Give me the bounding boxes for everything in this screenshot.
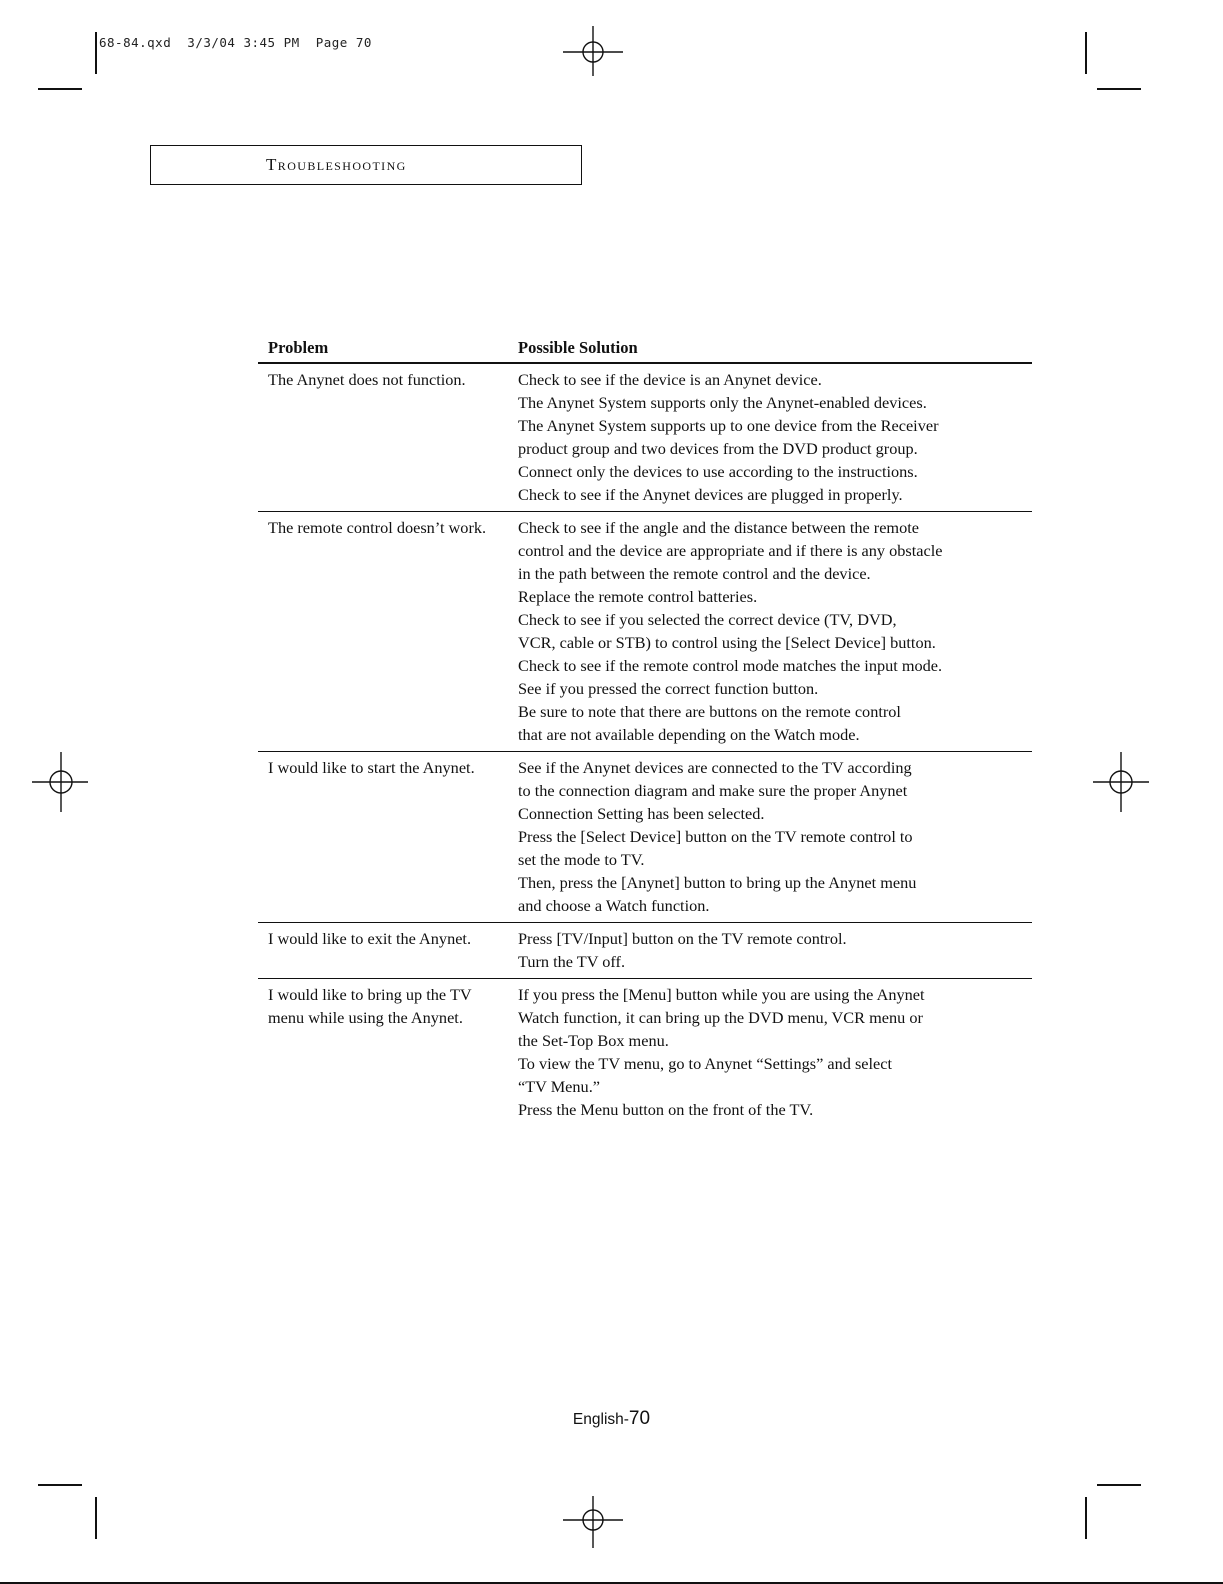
solution-line: Then, press the [Anynet] button to bring up the Anynet menu (518, 873, 917, 892)
solution-line: Check to see if the remote control mode matches the input mode. (518, 656, 943, 675)
solution-line: Check to see if the angle and the distance between the remote (518, 518, 919, 537)
page-footer (0, 1408, 1223, 1430)
column-header-problem: Problem (258, 336, 508, 363)
crop-mark (95, 1497, 97, 1539)
table-header-row (258, 336, 1032, 363)
solution-line: “TV Menu.” (518, 1077, 600, 1096)
solution-line: Check to see if the device is an Anynet device. (518, 370, 822, 389)
solution-line: Press [TV/Input] button on the TV remote control. (518, 929, 847, 948)
solution-line: Press the Menu button on the front of the TV. (518, 1100, 814, 1119)
solution-line: Watch function, it can bring up the DVD menu, VCR menu or (518, 1008, 923, 1027)
solution-line: See if you pressed the correct function button. (518, 679, 819, 698)
crop-mark (1085, 32, 1087, 74)
crop-mark (1085, 1497, 1087, 1539)
page-number: 70 (628, 1408, 651, 1429)
problem-cell: The Anynet does not function. (258, 363, 508, 512)
crop-mark (95, 32, 97, 74)
registration-mark-icon (563, 26, 623, 86)
troubleshooting-table (258, 336, 1032, 1126)
solution-line: that are not available depending on the Watch mode. (518, 725, 860, 744)
solution-line: The Anynet System supports up to one device from the Receiver (518, 416, 939, 435)
problem-cell: I would like to bring up the TV menu while using the Anynet. (268, 985, 472, 1027)
crop-mark (1097, 1484, 1141, 1486)
solution-line: Replace the remote control batteries. (518, 587, 758, 606)
table-row (258, 923, 1032, 979)
solution-line: VCR, cable or STB) to control using the [Select Device] button. (518, 633, 936, 652)
solution-cell (508, 512, 1032, 752)
section-title: Troubleshooting (266, 155, 407, 174)
problem-cell: I would like to start the Anynet. (258, 752, 508, 923)
solution-line: to the connection diagram and make sure the proper Anynet (518, 781, 908, 800)
table-row (258, 752, 1032, 923)
registration-mark-icon (32, 752, 92, 812)
solution-line: the Set-Top Box menu. (518, 1031, 669, 1050)
slug-date: 3/3/04 (187, 35, 236, 50)
column-header-solution: Possible Solution (508, 336, 1032, 363)
solution-line: To view the TV menu, go to Anynet “Settings” and select (518, 1054, 893, 1073)
solution-line: and choose a Watch function. (518, 896, 710, 915)
slug-file: 68-84.qxd (99, 35, 172, 50)
solution-cell (508, 979, 1032, 1127)
crop-mark (1097, 88, 1141, 90)
footer-language: English- (572, 1411, 629, 1428)
crop-mark (38, 1484, 82, 1486)
table-row (258, 512, 1032, 752)
solution-line: Connection Setting has been selected. (518, 804, 765, 823)
section-header (150, 145, 582, 185)
solution-line: If you press the [Menu] button while you are using the Anynet (518, 985, 925, 1004)
table-row (258, 979, 1032, 1127)
problem-cell: I would like to exit the Anynet. (258, 923, 508, 979)
solution-line: Check to see if you selected the correct device (TV, DVD, (518, 610, 897, 629)
solution-line: set the mode to TV. (518, 850, 645, 869)
printer-slug (99, 35, 372, 50)
crop-mark (38, 88, 82, 90)
table-row (258, 363, 1032, 512)
solution-line: Press the [Select Device] button on the TV remote control to (518, 827, 913, 846)
solution-line: The Anynet System supports only the Anynet-enabled devices. (518, 393, 927, 412)
solution-line: See if the Anynet devices are connected to the TV according (518, 758, 912, 777)
registration-mark-icon (1089, 752, 1149, 812)
solution-line: Be sure to note that there are buttons on the remote control (518, 702, 901, 721)
solution-line: Connect only the devices to use according to the instructions. (518, 462, 918, 481)
solution-cell (508, 923, 1032, 979)
solution-line: control and the device are appropriate and if there is any obstacle (518, 541, 943, 560)
solution-line: Turn the TV off. (518, 952, 626, 971)
problem-cell: The remote control doesn’t work. (258, 512, 508, 752)
solution-line: in the path between the remote control and the device. (518, 564, 871, 583)
registration-mark-icon (563, 1488, 623, 1548)
slug-page: Page 70 (315, 35, 372, 50)
solution-cell (508, 363, 1032, 512)
solution-line: product group and two devices from the DVD product group. (518, 439, 918, 458)
slug-time: 3:45 PM (243, 35, 300, 50)
solution-cell (508, 752, 1032, 923)
solution-line: Check to see if the Anynet devices are plugged in properly. (518, 485, 903, 504)
